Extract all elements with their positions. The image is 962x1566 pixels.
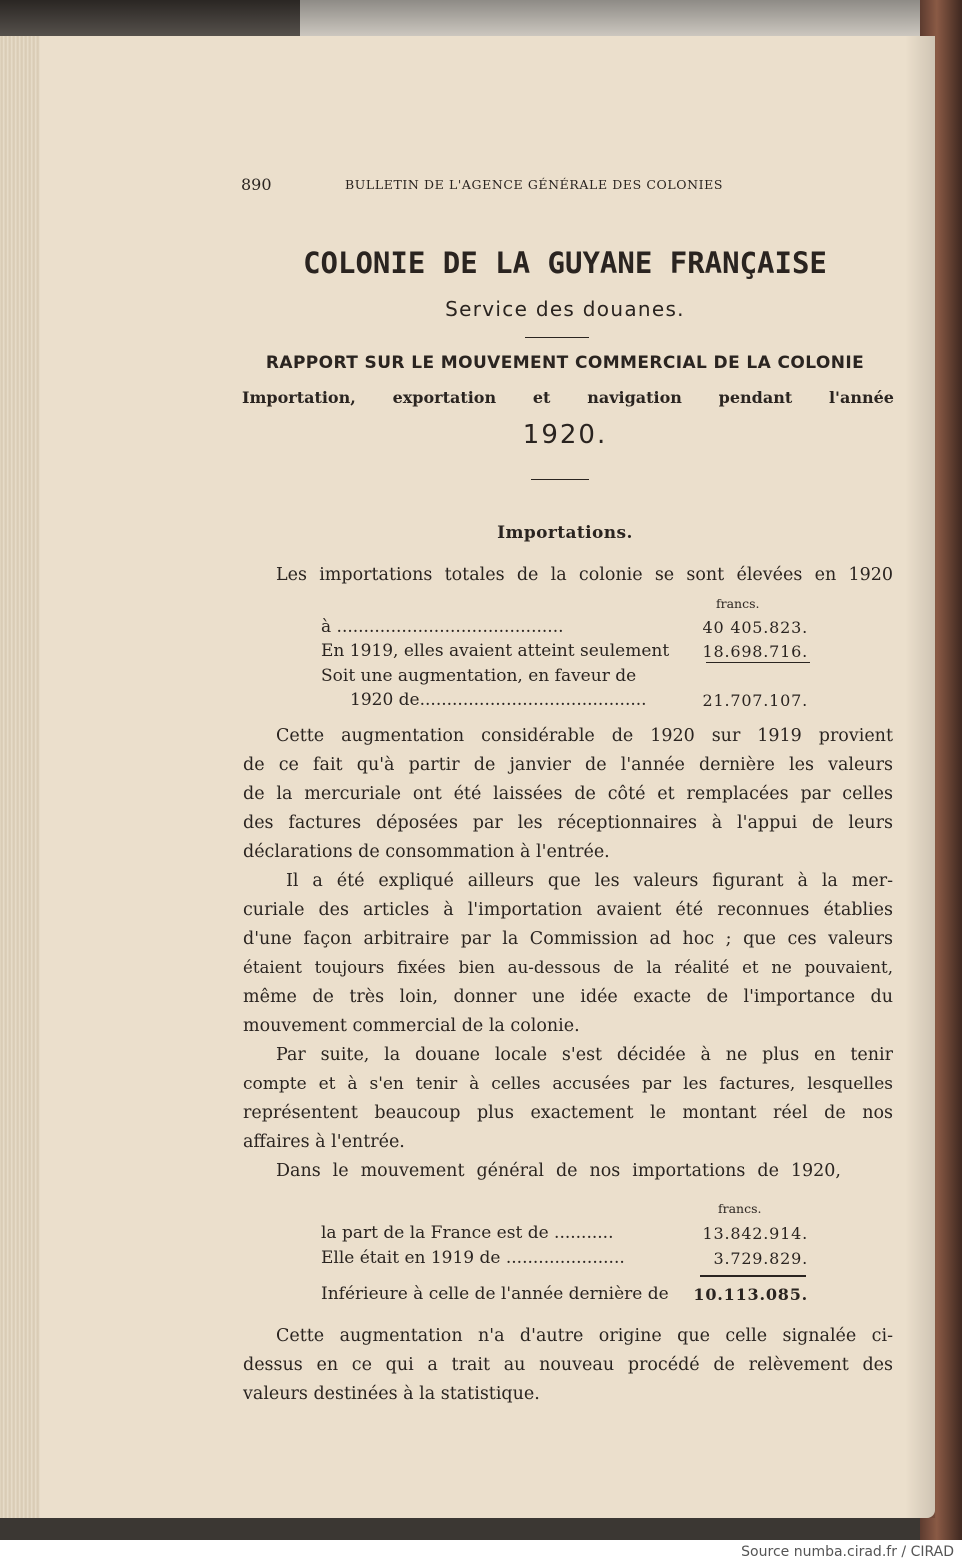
report-sub-word: navigation: [587, 388, 682, 407]
source-credit: Source numba.cirad.fr / CIRAD: [741, 1544, 954, 1560]
subtitle: Service des douanes.: [445, 297, 685, 321]
page-number: 890: [241, 175, 272, 194]
paragraph-line: déclarations de consommation à l'entrée.: [243, 842, 610, 862]
table-row-label: Inférieure à celle de l'année dernière de: [321, 1284, 669, 1304]
report-title: RAPPORT SUR LE MOUVEMENT COMMERCIAL DE LA COLONIE: [265, 353, 865, 373]
running-header: [241, 175, 781, 195]
report-sub-word: exportation: [392, 388, 497, 407]
sum-rule: [700, 1275, 806, 1277]
paragraph-line: dessus en ce qui a trait au nouveau procédé de relèvement des: [243, 1355, 893, 1375]
paragraph-line: affaires à l'entrée.: [243, 1132, 405, 1152]
paragraph-line: curiale des articles à l'importation avaient été reconnues établies: [243, 900, 893, 920]
paragraph-line: Cette augmentation considérable de 1920 sur 1919 provient: [276, 726, 893, 746]
table-row-value: 40 405.823.: [702, 618, 808, 637]
table-row-label: Soit une augmentation, en faveur de: [321, 666, 637, 686]
paragraph-line: représentent beaucoup plus exactement le montant réel de nos: [243, 1103, 893, 1123]
paragraph-line: Dans le mouvement général de nos importations de 1920,: [276, 1161, 841, 1181]
paragraph-line: compte et à s'en tenir à celles accusées par les factures, lesquelles: [243, 1074, 893, 1094]
paragraph-line: d'une façon arbitraire par la Commission ad hoc ; que ces valeurs: [243, 929, 893, 949]
section-heading: Importations.: [497, 523, 633, 543]
units-label: francs.: [718, 1201, 762, 1216]
main-title: COLONIE DE LA GUYANE FRANÇAISE: [303, 246, 827, 280]
report-sub-word: l'année: [828, 388, 894, 407]
intro-line: Les importations totales de la colonie se sont élevées en 1920: [276, 565, 893, 585]
report-sub-word: et: [532, 388, 551, 407]
units-label: francs.: [716, 596, 760, 611]
paragraph-line: Cette augmentation n'a d'autre origine que celle signalée ci-: [276, 1326, 893, 1346]
page-gutter-shadow: [905, 36, 935, 1518]
table-row-value: 18.698.716.: [702, 642, 808, 661]
table-row-label: à ..........................................: [321, 617, 564, 637]
paragraph-line: étaient toujours fixées bien au-dessous de la réalité et ne pouvaient,: [243, 958, 893, 977]
paragraph-line: de ce fait qu'à partir de janvier de l'année dernière les valeurs: [243, 755, 893, 775]
paragraph-line: de la mercuriale ont été laissées de côté et remplacées par celles: [243, 784, 893, 804]
table-row-value: 13.842.914.: [702, 1224, 808, 1243]
paragraph-line: Il a été expliqué ailleurs que les valeurs figurant à la mer-: [286, 871, 893, 891]
page-stack-edges: [0, 36, 40, 1518]
report-sub-word: Importation,: [242, 388, 356, 407]
year-divider: [531, 479, 589, 480]
table-row-label: 1920 de..........................................: [350, 690, 647, 710]
book-top-edge: [0, 0, 962, 40]
paragraph-line: même de très loin, donner une idée exacte de l'importance du: [243, 987, 893, 1007]
table-row-value: 3.729.829.: [713, 1249, 808, 1268]
running-title: BULLETIN DE L'AGENCE GÉNÉRALE DES COLONIES: [345, 177, 724, 192]
report-subtitle: [242, 388, 894, 407]
report-sub-word: pendant: [718, 388, 793, 407]
paragraph-line: Par suite, la douane locale s'est décidée à ne plus en tenir: [276, 1045, 893, 1065]
table-row-value: 10.113.085.: [693, 1285, 808, 1304]
title-divider: [525, 337, 589, 338]
table-row-label: la part de la France est de ...........: [321, 1223, 614, 1243]
table-row-value: 21.707.107.: [702, 691, 808, 710]
paragraph-line: mouvement commercial de la colonie.: [243, 1016, 580, 1036]
report-year: 1920.: [522, 420, 608, 450]
table-row-label: Elle était en 1919 de ......................: [321, 1248, 625, 1268]
paragraph-line: des factures déposées par les réceptionnaires à l'appui de leurs: [243, 813, 893, 833]
paragraph-line: valeurs destinées à la statistique.: [243, 1384, 540, 1404]
table-row-label: En 1919, elles avaient atteint seulement: [321, 641, 670, 661]
sum-rule: [706, 662, 810, 663]
